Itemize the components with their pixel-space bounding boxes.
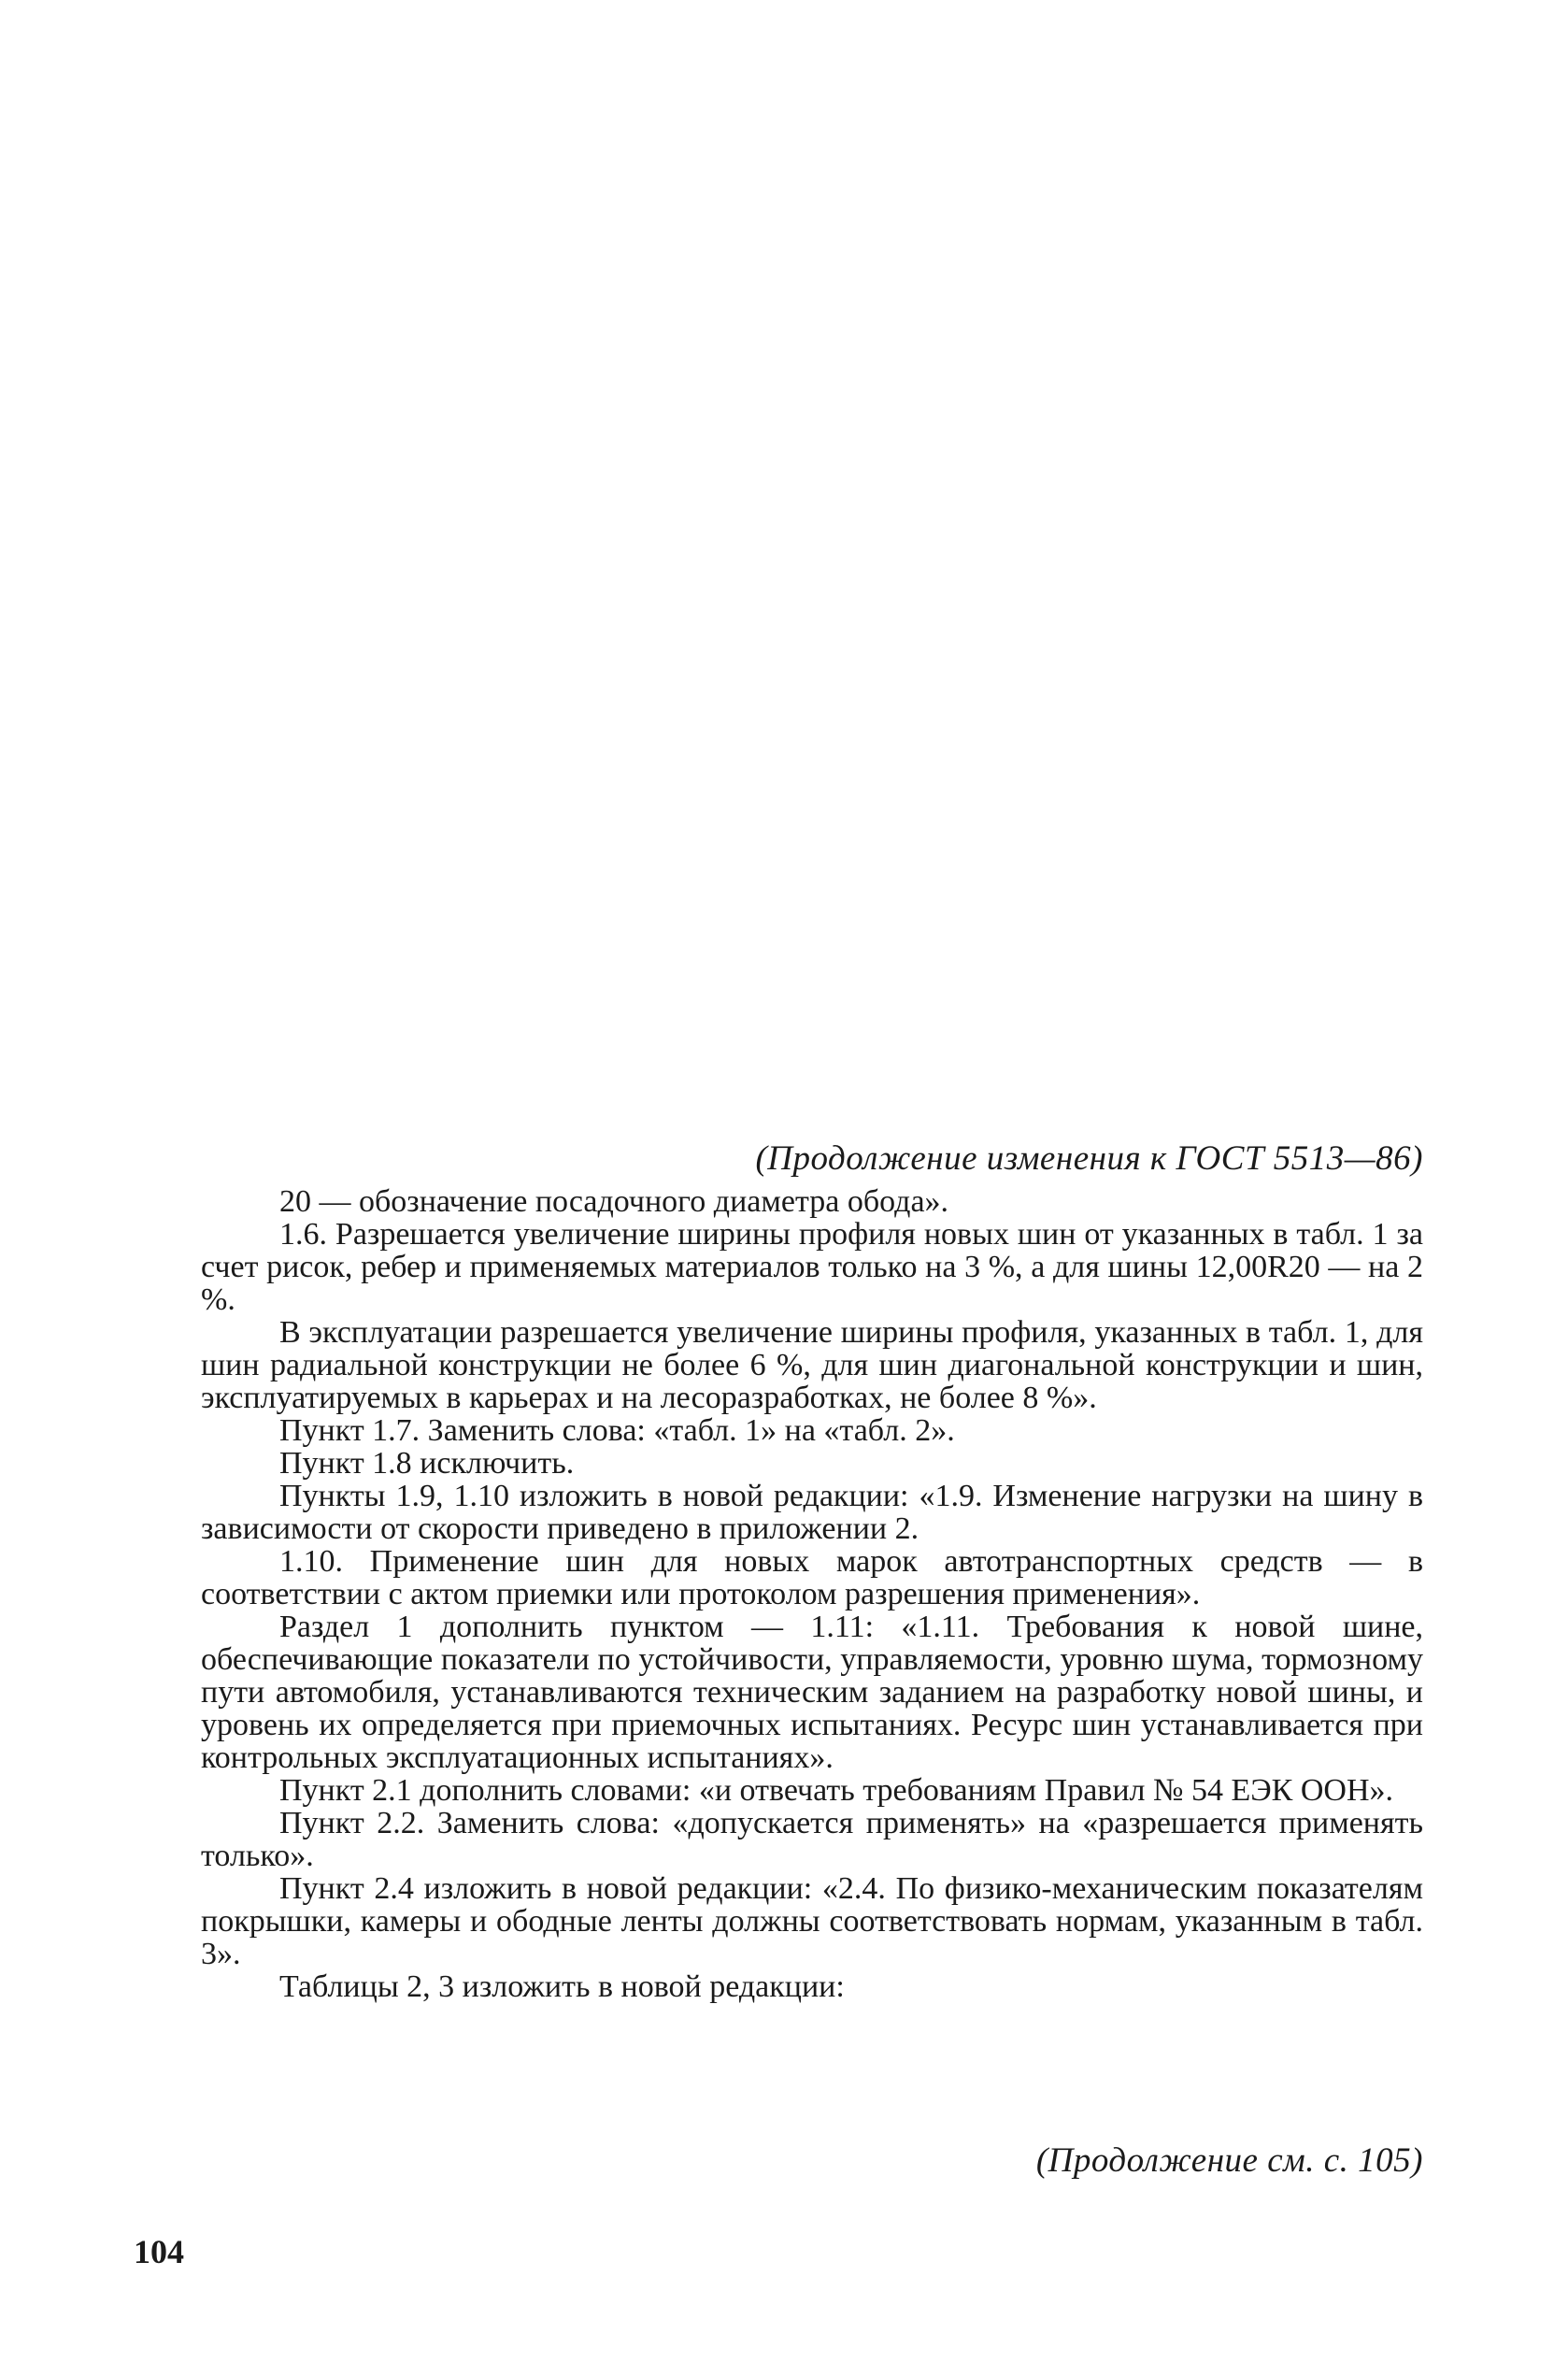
paragraph: Раздел 1 дополнить пунктом — 1.11: «1.11. Требования к новой шине, обеспечивающие показатели по устойчивости, управляемости, уровню шума, тормозному пути автомобиля, устанавливаются техническим заданием на разработку новой шины, и уровень их определяется при приемочных испытаниях. Ресурс шин устанавливается при контрольных эксплуатационных испытаниях». — [201, 1610, 1423, 1775]
paragraph: Пункт 1.8 исключить. — [279, 1446, 575, 1481]
paragraph: 1.10. Применение шин для новых марок автотранспортных средств — в соответствии с актом приемки или протоколом разрешения применения». — [201, 1544, 1423, 1611]
continuation-footer: (Продолжение см. с. 105) — [1035, 2141, 1423, 2180]
page-number: 104 — [134, 2233, 184, 2270]
paragraph: Пункт 2.4 изложить в новой редакции: «2.4. По физико-механическим показателям покрышки, камеры и ободные ленты должны соответствовать нормам, указанным в табл. 3». — [201, 1871, 1423, 1971]
continuation-header: (Продолжение изменения к ГОСТ 5513—86) — [755, 1139, 1423, 1178]
document-body — [201, 1185, 1423, 2003]
paragraph: В эксплуатации разрешается увеличение ширины профиля, указанных в табл. 1, для шин радиальной конструкции не более 6 %, для шин диагональной конструкции и шин, эксплуатируемых в карьерах и на лесоразработках, не более 8 %». — [201, 1315, 1423, 1415]
paragraph: 1.6. Разрешается увеличение ширины профиля новых шин от указанных в табл. 1 за счет рисок, ребер и применяемых материалов только на 3 %, а для шины 12,00R20 — на 2 %. — [201, 1217, 1423, 1317]
paragraph: Пункт 2.2. Заменить слова: «допускается применять» на «разрешается применять только». — [201, 1806, 1423, 1873]
paragraph: Пункты 1.9, 1.10 изложить в новой редакции: «1.9. Изменение нагрузки на шину в зависимости от скорости приведено в приложении 2. — [201, 1479, 1423, 1546]
paragraph: Пункт 2.1 дополнить словами: «и отвечать требованиям Правил № 54 ЕЭК ООН». — [279, 1773, 1393, 1808]
paragraph: 20 — обозначение посадочного диаметра обода». — [279, 1184, 949, 1219]
paragraph: Таблицы 2, 3 изложить в новой редакции: — [279, 1969, 845, 2004]
paragraph: Пункт 1.7. Заменить слова: «табл. 1» на «табл. 2». — [279, 1413, 955, 1448]
